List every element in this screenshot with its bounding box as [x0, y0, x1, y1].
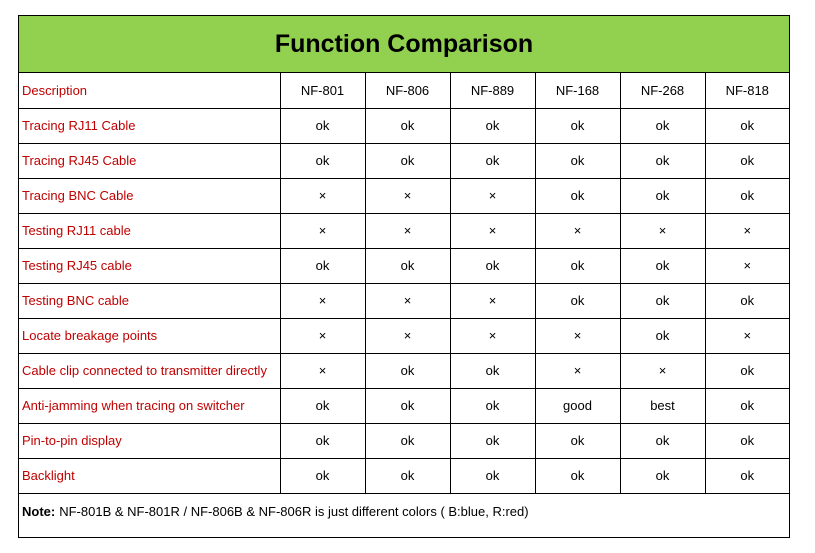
feature-label: Testing RJ45 cable: [19, 248, 280, 283]
support-cell: ×: [365, 213, 450, 248]
support-cell: ok: [535, 283, 620, 318]
support-cell: ok: [705, 108, 789, 143]
support-cell: ok: [705, 458, 789, 493]
support-cell: ok: [450, 458, 535, 493]
feature-label: Tracing RJ11 Cable: [19, 108, 280, 143]
support-cell: ok: [705, 423, 789, 458]
support-cell: ×: [280, 353, 365, 388]
support-cell: ok: [450, 108, 535, 143]
table-row: [19, 283, 789, 318]
model-header: NF-801: [280, 73, 365, 108]
table-row: [19, 388, 789, 423]
support-cell: ok: [535, 423, 620, 458]
support-cell: ok: [365, 388, 450, 423]
support-cell: ok: [535, 458, 620, 493]
support-cell: ×: [365, 178, 450, 213]
table-row: [19, 213, 789, 248]
support-cell: ok: [365, 143, 450, 178]
support-cell: ok: [620, 458, 705, 493]
support-cell: ok: [365, 108, 450, 143]
support-cell: ok: [280, 248, 365, 283]
support-cell: ok: [535, 248, 620, 283]
support-cell: ok: [365, 248, 450, 283]
feature-label: Testing BNC cable: [19, 283, 280, 318]
support-cell: ok: [280, 108, 365, 143]
support-cell: ×: [535, 213, 620, 248]
support-cell: ×: [450, 318, 535, 353]
feature-label: Tracing BNC Cable: [19, 178, 280, 213]
feature-label: Backlight: [19, 458, 280, 493]
support-cell: best: [620, 388, 705, 423]
table-row: [19, 458, 789, 493]
support-cell: ok: [365, 423, 450, 458]
table-row: [19, 353, 789, 388]
support-cell: ×: [280, 283, 365, 318]
comparison-grid: [19, 73, 789, 494]
model-header: NF-268: [620, 73, 705, 108]
support-cell: ok: [620, 108, 705, 143]
note: [19, 494, 789, 529]
support-cell: ×: [280, 178, 365, 213]
note-text: NF-801B & NF-801R / NF-806B & NF-806R is just different colors ( B:blue, R:red): [59, 503, 529, 519]
table-row: [19, 108, 789, 143]
support-cell: ok: [365, 458, 450, 493]
support-cell: ×: [705, 213, 789, 248]
support-cell: ×: [620, 353, 705, 388]
support-cell: ok: [620, 283, 705, 318]
support-cell: ok: [450, 423, 535, 458]
support-cell: ok: [705, 283, 789, 318]
feature-label: Tracing RJ45 Cable: [19, 143, 280, 178]
support-cell: ×: [705, 318, 789, 353]
support-cell: ×: [450, 283, 535, 318]
support-cell: ×: [365, 283, 450, 318]
support-cell: ok: [450, 353, 535, 388]
support-cell: ×: [450, 178, 535, 213]
support-cell: ok: [280, 143, 365, 178]
support-cell: ×: [620, 213, 705, 248]
support-cell: ×: [280, 213, 365, 248]
support-cell: ok: [620, 143, 705, 178]
support-cell: ×: [535, 318, 620, 353]
support-cell: ok: [280, 458, 365, 493]
support-cell: ok: [620, 178, 705, 213]
support-cell: ok: [705, 143, 789, 178]
model-header: NF-818: [705, 73, 789, 108]
model-header: NF-168: [535, 73, 620, 108]
description-header: Description: [19, 73, 280, 108]
support-cell: ×: [365, 318, 450, 353]
support-cell: ok: [620, 423, 705, 458]
feature-label: Testing RJ11 cable: [19, 213, 280, 248]
support-cell: ×: [280, 318, 365, 353]
support-cell: ok: [280, 423, 365, 458]
feature-label: Anti-jamming when tracing on switcher: [19, 388, 280, 423]
feature-label: Cable clip connected to transmitter directly: [19, 353, 280, 388]
support-cell: ok: [365, 353, 450, 388]
support-cell: ok: [705, 178, 789, 213]
support-cell: ok: [450, 388, 535, 423]
model-header: NF-806: [365, 73, 450, 108]
support-cell: ok: [535, 108, 620, 143]
table-row: [19, 318, 789, 353]
table-title: Function Comparison: [19, 16, 789, 73]
support-cell: ok: [620, 248, 705, 283]
support-cell: ok: [450, 248, 535, 283]
support-cell: ×: [450, 213, 535, 248]
support-cell: ok: [450, 143, 535, 178]
table-row: [19, 423, 789, 458]
support-cell: ok: [535, 143, 620, 178]
table-row: [19, 178, 789, 213]
support-cell: ok: [535, 178, 620, 213]
feature-label: Locate breakage points: [19, 318, 280, 353]
header-row: [19, 73, 789, 108]
table-row: [19, 248, 789, 283]
comparison-table: [18, 15, 790, 538]
support-cell: ok: [705, 388, 789, 423]
table-row: [19, 143, 789, 178]
support-cell: ok: [705, 353, 789, 388]
support-cell: good: [535, 388, 620, 423]
note-label: Note:: [22, 503, 56, 519]
model-header: NF-889: [450, 73, 535, 108]
support-cell: ×: [535, 353, 620, 388]
support-cell: ok: [620, 318, 705, 353]
support-cell: ×: [705, 248, 789, 283]
feature-label: Pin-to-pin display: [19, 423, 280, 458]
support-cell: ok: [280, 388, 365, 423]
